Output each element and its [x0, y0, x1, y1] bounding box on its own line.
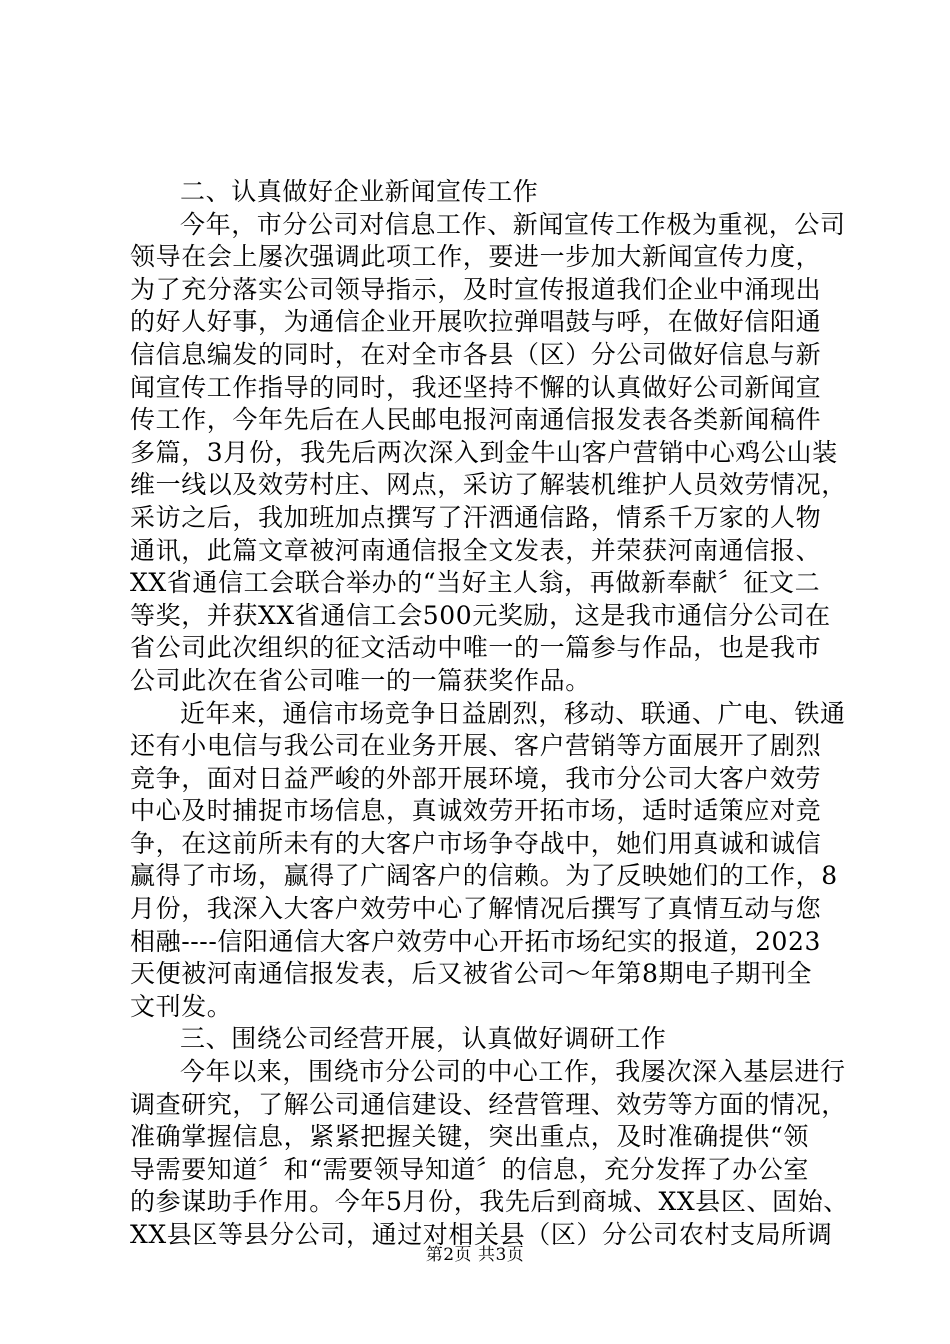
paragraph-line: 准确掌握信息，紧紧把握关键，突出重点，及时准确提供“领 — [130, 1122, 809, 1152]
paragraph-line: 多篇，3月份，我先后两次深入到金牛山客户营销中心鸡公山装 — [130, 437, 838, 467]
paragraph-line: 领导在会上屡次强调此项工作，要进一步加大新闻宣传力度， — [130, 242, 822, 272]
paragraph-line: 今年，市分公司对信息工作、新闻宣传工作极为重视，公司 — [180, 209, 846, 239]
page-number-footer: 第2页 共3页 — [425, 1245, 525, 1265]
paragraph-line: 争，在这前所未有的大客户市场争夺战中，她们用真诚和诚信 — [130, 828, 822, 858]
paragraph-line: 调查研究，了解公司通信建设、经营管理、效劳等方面的情况， — [130, 1089, 847, 1119]
paragraph-line: 还有小电信与我公司在业务开展、客户营销等方面展开了剧烈 — [130, 731, 822, 761]
paragraph-line: 公司此次在省公司唯一的一篇获奖作品。 — [130, 665, 591, 695]
paragraph-line: 维一线以及效劳村庄、网点，采访了解装机维护人员效劳情况， — [130, 470, 847, 500]
paragraph-line: XX县区等县分公司，通过对相关县（区）分公司农村支局所调 — [130, 1220, 833, 1249]
paragraph-line: 传工作，今年先后在人民邮电报河南通信报发表各类新闻稿件 — [130, 405, 822, 435]
section-heading: 二、认真做好企业新闻宣传工作 — [180, 177, 539, 206]
paragraph-line: 导需要知道〞和“需要领导知道〞的信息，充分发挥了办公室 — [130, 1154, 809, 1184]
paragraph-line: 中心及时捕捉市场信息，真诚效劳开拓市场，适时适策应对竞 — [130, 796, 822, 826]
paragraph-line: 等奖，并获XX省通信工会500元奖励，这是我市通信分公司在 — [130, 600, 831, 630]
body-text — [130, 176, 849, 1252]
paragraph-line: 采访之后，我加班加点撰写了汗洒通信路，情系千万家的人物 — [130, 502, 822, 532]
paragraph-line: 的好人好事，为通信企业开展吹拉弹唱鼓与呼，在做好信阳通 — [130, 307, 822, 337]
section-heading: 三、围绕公司经营开展，认真做好调研工作 — [180, 1024, 667, 1054]
paragraph-line: 省公司此次组织的征文活动中唯一的一篇参与作品，也是我市 — [130, 633, 822, 663]
paragraph-line: XX省通信工会联合举办的“当好主人翁，再做新奉献〞征文二 — [130, 568, 821, 598]
paragraph-line: 闻宣传工作指导的同时，我还坚持不懈的认真做好公司新闻宣 — [130, 372, 822, 402]
paragraph-line: 月份，我深入大客户效劳中心了解情况后撰写了真情互动与您 — [130, 894, 822, 924]
paragraph-line: 为了充分落实公司领导指示，及时宣传报道我们企业中涌现出 — [130, 274, 822, 304]
paragraph-line: 信信息编发的同时，在对全市各县（区）分公司做好信息与新 — [130, 339, 822, 369]
paragraph-line: 通讯，此篇文章被河南通信报全文发表，并荣获河南通信报、 — [130, 535, 822, 565]
paragraph-line: 近年来，通信市场竞争日益剧烈，移动、联通、广电、铁通 — [180, 698, 846, 728]
paragraph-line: 今年以来，围绕市分公司的中心工作，我屡次深入基层进行 — [180, 1057, 846, 1087]
paragraph-line: 赢得了市场，赢得了广阔客户的信赖。为了反映她们的工作，8 — [130, 861, 838, 891]
paragraph-line: 天便被河南通信报发表，后又被省公司～年第8期电子期刊全 — [130, 959, 813, 989]
paragraph-line: 的参谋助手作用。今年5月份，我先后到商城、XX县区、固始、 — [130, 1187, 849, 1217]
paragraph-line: 竞争，面对日益严峻的外部开展环境，我市分公司大客户效劳 — [130, 763, 822, 793]
paragraph-line: 文刊发。 — [130, 991, 233, 1021]
paragraph-line: 相融----信阳通信大客户效劳中心开拓市场纪实的报道，2023 — [130, 926, 822, 956]
